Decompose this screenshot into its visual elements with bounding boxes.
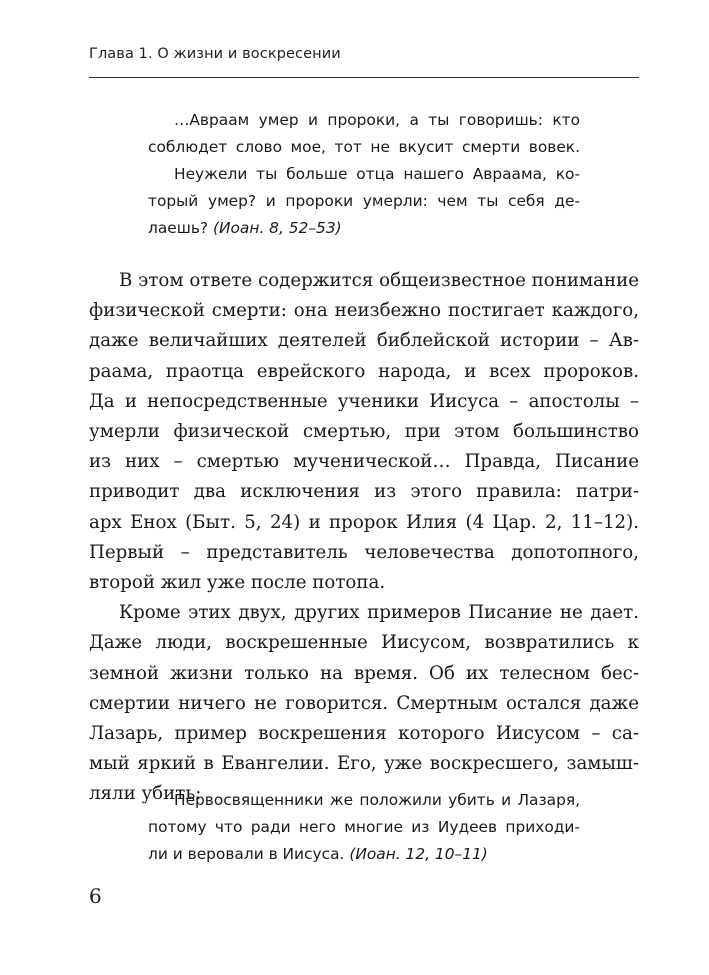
epigraph-quote-1: [148, 107, 580, 242]
quote-line: лаешь?: [148, 219, 209, 237]
body-line: арх Енох (Быт. 5, 24) и пророк Илия (4 Цар. 2, 11–12).: [89, 511, 639, 533]
running-header: Глава 1. О жизни и воскресении: [89, 46, 341, 62]
body-line: Первый – представитель человечества допотопного,: [89, 541, 639, 563]
header-rule: [89, 77, 639, 78]
quote-line: потому что ради него многие из Иудеев приходи-: [148, 818, 580, 836]
body-line: мый яркий в Евангелии. Его, уже воскресшего, замыш-: [89, 753, 639, 775]
body-line: Даже люди, воскрешенные Иисусом, возвратились к: [89, 632, 639, 654]
body-line: земной жизни только на время. Об их телесном бес-: [89, 662, 639, 684]
quote-line: ли и веровали в Иисуса.: [148, 845, 345, 863]
quote-line: торый умер? и пророки умерли: чем ты себя де-: [148, 192, 580, 210]
scripture-reference: (Иоан. 12, 10–11): [349, 845, 488, 863]
quote-line: Первосвященники же положили убить и Лазаря,: [174, 791, 580, 809]
scripture-reference: (Иоан. 8, 52–53): [212, 219, 342, 237]
body-line: приводит два исключения из этого правила: патри-: [89, 481, 639, 503]
body-line: смертии ничего не говорится. Смертным остался даже: [89, 692, 639, 714]
page-number: 6: [89, 884, 102, 908]
epigraph-quote-2: [148, 787, 580, 868]
body-line: второй жил уже после потопа.: [89, 572, 386, 594]
body-line: В этом ответе содержится общеизвестное понимание: [119, 270, 639, 291]
body-line: Лазарь, пример воскрешения которого Иисусом – са-: [89, 723, 639, 745]
body-line: Кроме этих двух, других примеров Писание не дает.: [119, 602, 639, 624]
quote-line-last: [148, 841, 580, 868]
body-line: раама, праотца еврейского народа, и всех пророков.: [89, 360, 639, 382]
body-line: умерли физической смертью, при этом большинство: [89, 421, 639, 443]
quote-line: соблюдет слово мое, тот не вкусит смерти вовек.: [148, 138, 580, 156]
quote-line: …Авраам умер и пророки, а ты говоришь: кто: [174, 111, 580, 129]
body-line: ляли убить:: [89, 783, 202, 805]
quote-line-last: [148, 215, 580, 242]
body-line: физической смерти: она неизбежно постигает каждого,: [89, 300, 639, 322]
body-line: даже величайших деятелей библейской истории – Ав-: [89, 330, 639, 352]
quote-line: Неужели ты больше отца нашего Авраама, ко-: [174, 165, 580, 183]
body-line: из них – смертью мученической… Правда, Писание: [89, 451, 639, 473]
body-line: Да и непосредственные ученики Иисуса – апостолы –: [89, 390, 639, 412]
body-paragraphs: [89, 266, 639, 810]
